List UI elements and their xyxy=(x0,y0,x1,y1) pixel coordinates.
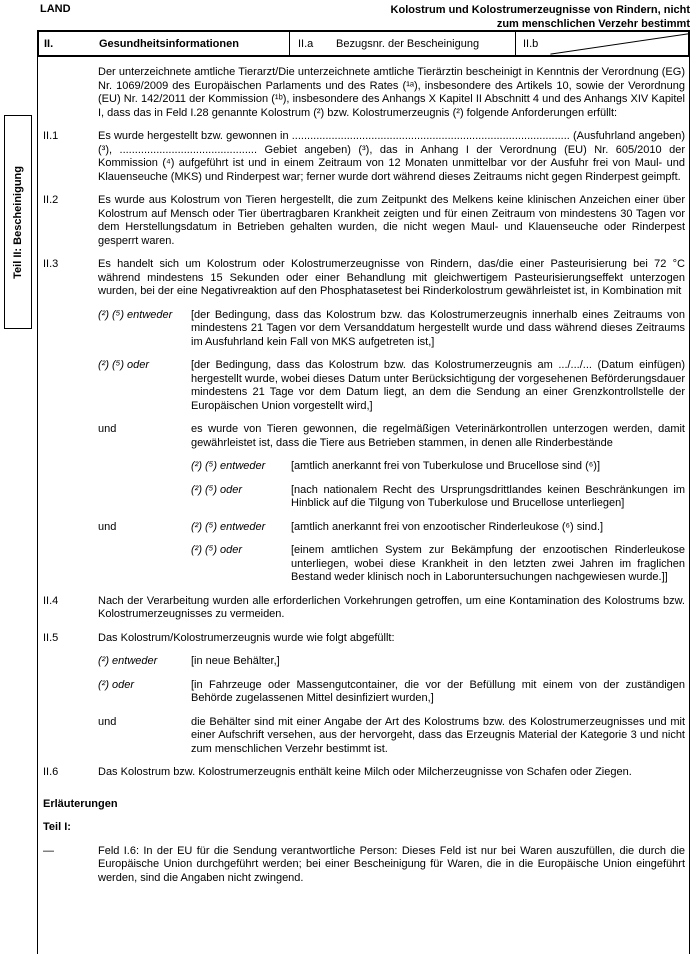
subclause-spacer xyxy=(98,484,191,511)
item-text: Das Kolostrum bzw. Kolostrumerzeugnis enthält keine Milch oder Milcherzeugnisse von Schafen oder Ziegen. xyxy=(98,766,632,778)
document-title xyxy=(270,3,690,31)
subclause-label: (²) (⁵) oder xyxy=(191,544,243,556)
item-code: II.2 xyxy=(43,194,59,206)
reference-code: II.a xyxy=(298,37,314,50)
item-text: Es handelt sich um Kolostrum oder Kolostrumerzeugnisse von Rindern, das/die einer Pasteurisierung bei 72 °C während mindestens 15 Sekunden oder einer Behandlung mit gleichwertigem Pasteurisierungseffekt unterzogen wurden, bei der eine Negativreaktion auf den Phosphatasetest bei Rinderkolostrum gewährleistet ist, in Kombination mit xyxy=(98,258,685,297)
clause-spacer xyxy=(43,309,98,350)
certificate-body xyxy=(37,56,690,954)
subclause-text: [amtlich anerkannt frei von Tuberkulose und Brucellose sind (⁶)] xyxy=(291,460,601,472)
clause-text: die Behälter sind mit einer Angabe der Art des Kolostrums bzw. des Kolostrumerzeugnisses und mit einer Aufschrift versehen, aus der hervorgeht, dass das Erzeugnis Material der Kategorie 3 und nicht zum menschlichen Verzehr bestimmt ist. xyxy=(191,715,685,755)
clause-label: und xyxy=(98,423,117,435)
clause-spacer xyxy=(43,716,98,757)
part-ii-sidebar-label: Teil II: Bescheinigung xyxy=(12,165,24,279)
subclause-text: [nach nationalem Recht des Ursprungsdrittlandes keinen Beschränkungen im Hinblick auf die Tilgung von Tuberkulose und Brucellose unterliegen] xyxy=(291,483,685,509)
clause-row xyxy=(43,309,685,350)
subclause-row xyxy=(43,544,685,585)
clause-label: und xyxy=(98,520,117,533)
item-row-ii6 xyxy=(43,766,685,780)
clause-label: (²) oder xyxy=(98,678,135,691)
item-row-ii5 xyxy=(43,632,685,646)
item-code: II.5 xyxy=(43,631,59,644)
intro-spacer xyxy=(43,66,98,120)
intro-paragraph: Der unterzeichnete amtliche Tierarzt/Die unterzeichnete amtliche Tierärztin bescheinigt in Kenntnis der Verordnung (EG) Nr. 1069/2009 des Europäischen Parlaments und des Rates (¹ᵃ), insbesondere des Artikels 10, sowie der Verordnung (EU) Nr. 142/2011 der Kommission (¹ᵇ), insbesondere des Anhangs X Kapitel II Abschnitt 4 und des Anhangs XIV Kapitel I, dass das in Feld I.28 genannte Kolostrum (²) bzw. Kolostrumerzeugnis (²) folgende Anforderungen erfüllt: xyxy=(98,66,685,119)
subclause-spacer xyxy=(98,544,191,585)
clause-label: (²) entweder xyxy=(98,655,158,667)
item-row-ii2 xyxy=(43,194,685,248)
subclause-spacer xyxy=(43,544,98,585)
local-code: II.b xyxy=(523,37,539,50)
part-label: Gesundheitsinformationen xyxy=(99,37,239,50)
subclause-spacer xyxy=(43,521,98,535)
clause-spacer xyxy=(43,423,98,450)
subclause-spacer xyxy=(98,460,191,474)
clause-text: [der Bedingung, dass das Kolostrum bzw. das Kolostrumerzeugnis am .../.../... (Datum einfügen) hergestellt wurde, wobei dieses Datum unter Berücksichtigung der vorgesehenen Beförderungsdauer mindestens 21 Tage vor dem Datum liegt, an dem die Sendung an einer Grenzkontrollstelle der Europäischen Union vorgestellt wird,] xyxy=(191,359,685,412)
notes-part-row xyxy=(43,821,685,835)
subclause-label: (²) (⁵) entweder xyxy=(191,460,266,472)
intro-paragraph-row xyxy=(43,66,685,120)
clause-text: [der Bedingung, dass das Kolostrum bzw. das Kolostrumerzeugnis innerhalb eines Zeitraums von mindestens 21 Tagen vor dem Versanddatum hergestellt wurde und dass während dieses Zeitraums im Ausfuhrland kein Fall von MKS aufgetreten ist,] xyxy=(191,308,685,348)
item-row-ii1 xyxy=(43,130,685,184)
clause-spacer xyxy=(43,655,98,669)
subclause-spacer xyxy=(43,484,98,511)
subclause-label: (²) (⁵) entweder xyxy=(191,520,266,533)
item-row-ii4 xyxy=(43,595,685,622)
subclause-label: (²) (⁵) oder xyxy=(191,483,243,496)
notes-heading: Erläuterungen xyxy=(43,797,118,810)
item-code: II.1 xyxy=(43,130,59,142)
item-row-ii3 xyxy=(43,258,685,299)
part-ii-sidebar xyxy=(4,115,32,329)
subclause-text: [amtlich anerkannt frei von enzootischer Rinderleukose (⁶) sind.] xyxy=(291,520,604,533)
section-header-row xyxy=(37,30,690,57)
subclause-row xyxy=(43,460,685,474)
document-title-line1: Kolostrum und Kolostrumerzeugnisse von Rindern, nicht xyxy=(390,4,690,16)
subclause-row xyxy=(43,521,685,535)
clause-spacer xyxy=(43,679,98,706)
header-cell-local xyxy=(516,32,688,55)
item-text: Das Kolostrum/Kolostrumerzeugnis wurde wie folgt abgefüllt: xyxy=(98,631,395,644)
diagonal-strike-line xyxy=(516,32,688,55)
item-code: II.3 xyxy=(43,258,59,270)
clause-spacer xyxy=(43,359,98,413)
subclause-text: [einem amtlichen System zur Bekämpfung der enzootischen Rinderleukose unterliegen, wobei diese Krankheit in den letzten zwei Jahren im fraglichen Bestand weder klinisch noch in Laboruntersuchungen nachgewiesen wurde.]] xyxy=(291,544,685,583)
item-text: Es wurde hergestellt bzw. gewonnen in ........................................................................................... (Ausfuhrland angeben) (³), ............................................. Gebiet angeben) (³), das in Anhang I der Verordnung (EU) Nr. 605/2010 der Kommission (⁴) aufgeführt ist und in einem Zeitraum von 12 Monaten unmittelbar vor der Ausfuhr frei von Maul- und Klauenseuche (MKS) und Rinderpest war; ferner wurde dort während dieses Zeitraums nicht gegen Rinderpest geimpft. xyxy=(98,130,685,183)
clause-row xyxy=(43,423,685,450)
document-title-line2: zum menschlichen Verzehr bestimmt xyxy=(496,18,690,30)
subclause-row xyxy=(43,484,685,511)
clause-text: [in neue Behälter,] xyxy=(191,655,280,667)
header-cell-reference xyxy=(290,32,516,55)
bullet-dash: — xyxy=(43,844,54,857)
bullet-text: Feld I.6: In der EU für die Sendung verantwortliche Person: Dieses Feld ist nur bei Waren auszufüllen, die durch die Europäische Union durchgeführt werden; bei einer Bescheinigung für Waren, die in die Europäische Union eingeführt werden, sind die Angaben nicht zwingend. xyxy=(98,844,685,884)
item-text: Nach der Verarbeitung wurden alle erforderlichen Vorkehrungen getroffen, um eine Kontamination des Kolostrums bzw. Kolostrumerzeugnisses zu vermeiden. xyxy=(98,594,685,620)
reference-label: Bezugsnr. der Bescheinigung xyxy=(336,37,480,50)
clause-label: und xyxy=(98,715,117,728)
subclause-spacer xyxy=(43,460,98,474)
clause-row xyxy=(43,716,685,757)
notes-bullet-row xyxy=(43,845,685,886)
clause-row xyxy=(43,655,685,669)
clause-row xyxy=(43,679,685,706)
item-code: II.6 xyxy=(43,766,59,778)
notes-part-heading: Teil I: xyxy=(43,821,71,833)
item-text: Es wurde aus Kolostrum von Tieren hergestellt, die zum Zeitpunkt des Melkens keine klinischen Anzeichen einer über Kolostrum auf Mensch oder Tier übertragbaren Krankheit zeigten und für einen Zeitraum von mindestens 30 Tagen vor dem Herstellungsdatum in Betrieben gehalten wurden, die nicht wegen Maul- und Klauenseuche oder Rinderpest gesperrt waren. xyxy=(98,194,685,247)
item-code: II.4 xyxy=(43,594,59,607)
clause-text: [in Fahrzeuge oder Massengutcontainer, die vor der Befüllung mit einem von der zuständigen Behörde zugelassenen Mittel desinfiziert wurden,] xyxy=(191,678,685,704)
country-label: LAND xyxy=(40,3,71,15)
header-cell-part xyxy=(39,32,290,55)
clause-row xyxy=(43,359,685,413)
clause-label: (²) (⁵) entweder xyxy=(98,308,173,321)
part-code: II. xyxy=(44,37,54,50)
notes-heading-row xyxy=(43,798,685,812)
clause-text: es wurde von Tieren gewonnen, die regelmäßigen Veterinärkontrollen unterzogen werden, damit gewährleistet ist, dass die Tiere aus Betrieben stammen, in denen alle Rinderbestände xyxy=(191,423,685,449)
clause-label: (²) (⁵) oder xyxy=(98,359,150,371)
